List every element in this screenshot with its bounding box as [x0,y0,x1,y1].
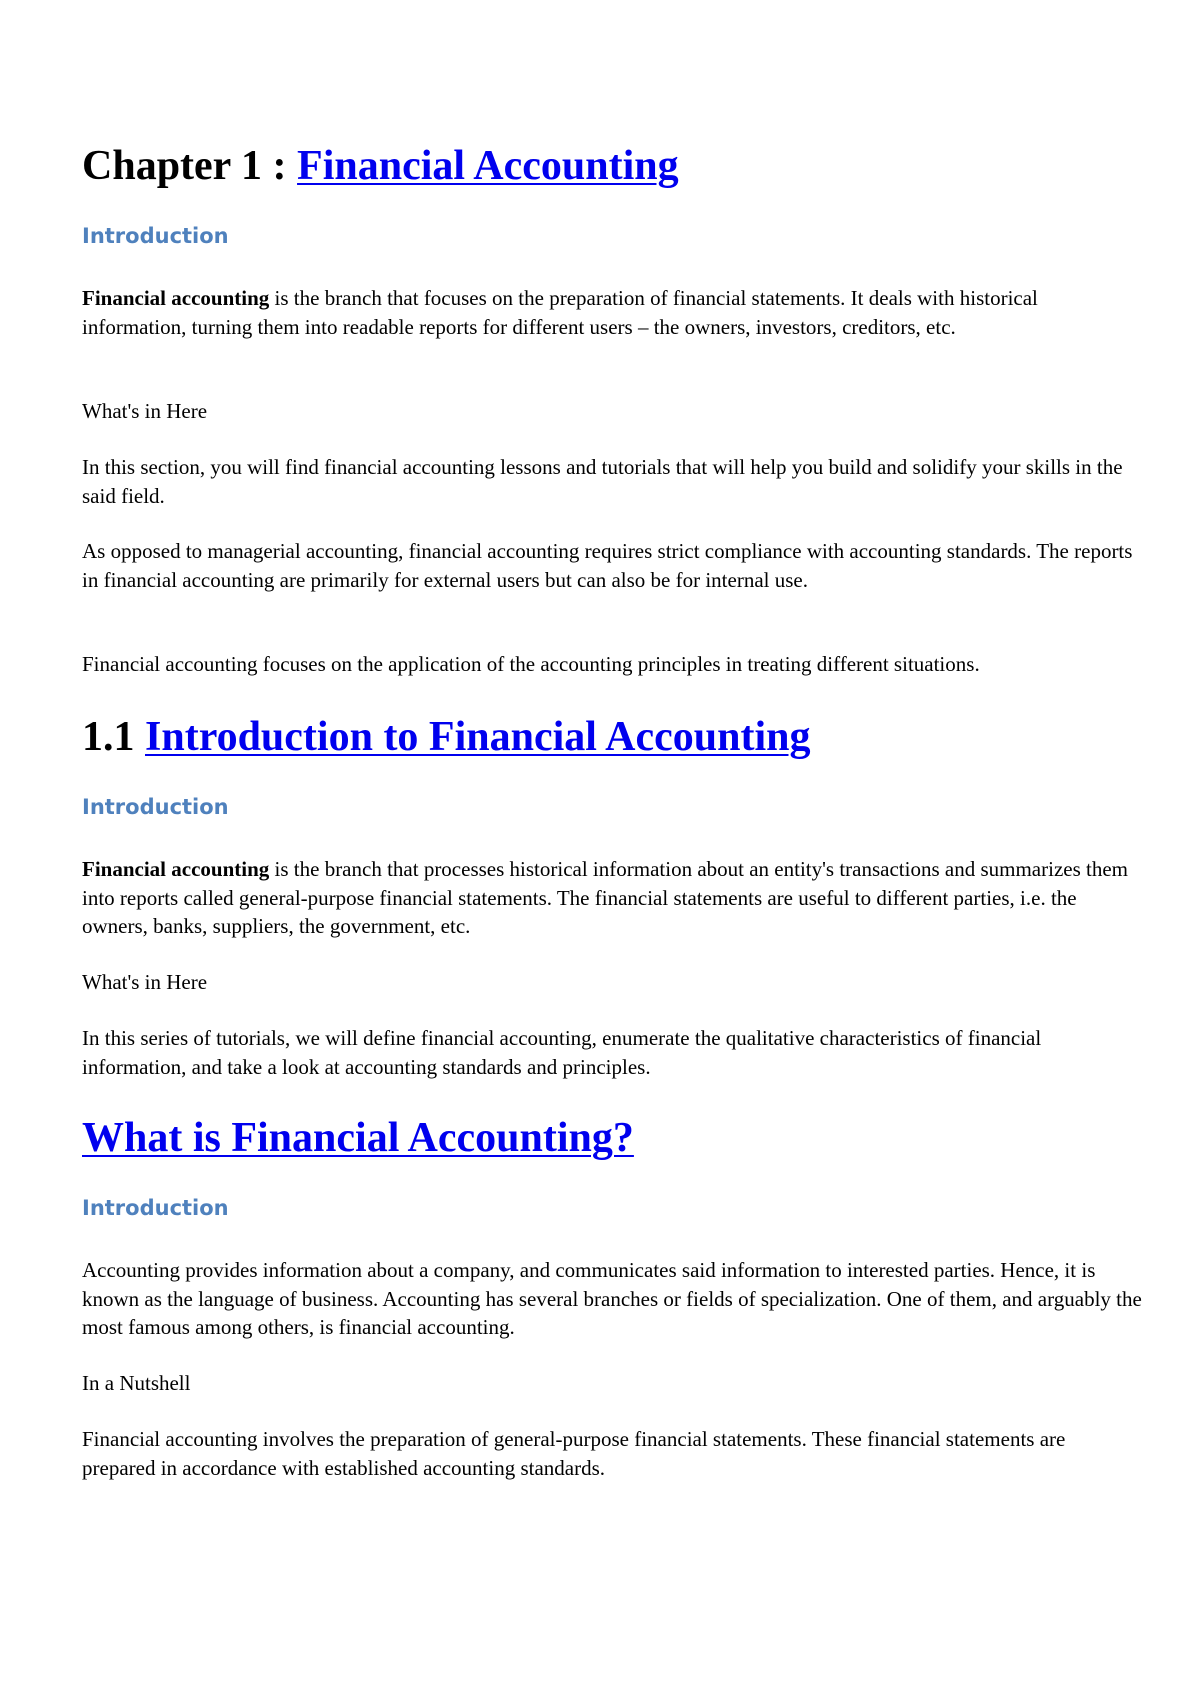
chapter-1-paragraph-1 [82,284,1142,341]
chapter-1-whats-in-here: What's in Here [82,399,208,423]
chapter-1-paragraph-1-bold: Financial accounting [82,286,270,310]
what-is-paragraph-1: Accounting provides information about a company, and communicates said information to interested parties. Hence, it is known as the language of business. Accounting has several branches or fields of specialization. One of them, and arguably the most famous among others, is financial accounting. [82,1258,1142,1339]
section-1-1-whats-in-here: What's in Here [82,970,208,994]
chapter-1-paragraph-1-text: is the branch that focuses on the preparation of financial statements. It deals with historical information, turning them into readable reports for different users – the owners, investors, creditors, etc. [82,286,1038,339]
what-is-paragraph-3: Financial accounting involves the preparation of general-purpose financial statements. These financial statements are prepared in accordance with established accounting standards. [82,1427,1066,1480]
chapter-1-paragraph-5: Financial accounting focuses on the application of the accounting principles in treating different situations. [82,652,980,676]
what-is-in-a-nutshell: In a Nutshell [82,1371,191,1395]
section-1-1-heading-prefix: 1.1 [82,714,145,760]
what-is-heading [82,1112,634,1164]
section-1-1-paragraph-3: In this series of tutorials, we will define financial accounting, enumerate the qualitative characteristics of financial information, and take a look at accounting standards and principles. [82,1026,1042,1079]
chapter-1-heading-link[interactable]: Financial Accounting [297,143,679,189]
section-1-1-heading [82,711,810,763]
chapter-1-paragraph-4: As opposed to managerial accounting, financial accounting requires strict compliance with accounting standards. The reports in financial accounting are primarily for external users but can also be for internal use. [82,539,1133,592]
what-is-intro-label: Introduction [82,1196,229,1220]
what-is-heading-link[interactable]: What is Financial Accounting? [82,1115,634,1161]
section-1-1-paragraph-1 [82,855,1142,941]
section-1-1-paragraph-1-text: is the branch that processes historical information about an entity's transactions and summarizes them into reports called general-purpose financial statements. The financial statements are useful to different parties, i.e. the owners, banks, suppliers, the government, etc. [82,857,1129,938]
chapter-1-intro-label: Introduction [82,224,229,248]
chapter-1-heading-prefix: Chapter 1 : [82,143,298,189]
chapter-1-paragraph-3: In this section, you will find financial accounting lessons and tutorials that will help you build and solidify your skills in the said field. [82,455,1123,508]
section-1-1-paragraph-1-bold: Financial accounting [82,857,270,881]
section-1-1-heading-link[interactable]: Introduction to Financial Accounting [145,714,811,760]
chapter-1-heading [82,140,679,192]
section-1-1-intro-label: Introduction [82,795,229,819]
